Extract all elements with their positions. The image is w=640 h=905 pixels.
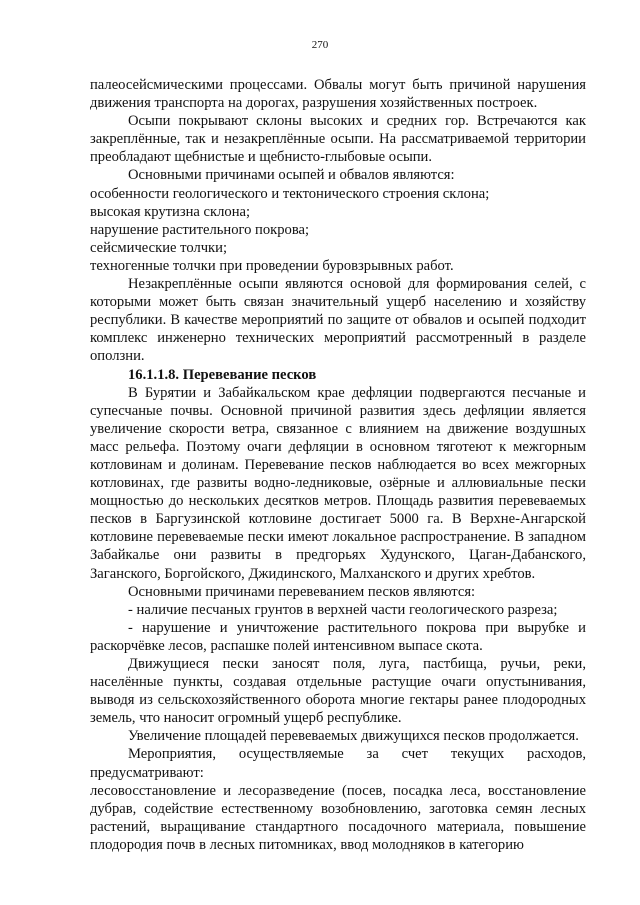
paragraph: сейсмические толчки; bbox=[90, 239, 228, 256]
paragraph: В Бурятии и Забайкальском крае дефляции подвергаются песчаные и супесчаные почвы. Основной причиной развития здесь дефляции является увеличение скорости ветра, связанное с влиянием на движение воздушных масс рельефа. Поэтому очаги дефляции в основном тяготеют к межгорным котловинам и долинам. Перевевание песков наблюдается во всех межгорных котловинах, где развиты водно-ледниковые, озёрные и аллювиальные пески мощностью до нескольких десятков метров. Площадь развития перевеваемых песков в Баргузинской котловине достигает 5000 га. В Верхне-Ангарской котловине перевеваемые пески имеют локальное распространение. В западном Забайкалье они развиты в предгорьях Худунского, Цаган-Дабанского, Заганского, Боргойского, Джидинского, Малханского и других хребтов. bbox=[90, 384, 586, 582]
paragraph: Незакреплённые осыпи являются основой для формирования селей, с которыми может быть связан значительный ущерб населению и хозяйству республики. В качестве мероприятий по защите от обвалов и осыпей подходит комплекс инженерно технических мероприятий рассмотренный в разделе оползни. bbox=[90, 276, 586, 365]
paragraph: нарушение растительного покрова; bbox=[90, 221, 310, 238]
paragraph: Увеличение площадей перевеваемых движущихся песков продолжается. bbox=[128, 728, 579, 745]
paragraph: особенности геологического и тектонического строения склона; bbox=[90, 185, 490, 202]
paragraph: Мероприятия, осуществляемые за счет текущих расходов, предусматривают: bbox=[90, 746, 586, 781]
section-after bbox=[90, 384, 586, 854]
section-heading: 16.1.1.8. Перевевание песков bbox=[128, 366, 317, 383]
paragraph: Осыпи покрывают склоны высоких и средних гор. Встречаются как закреплённые, так и незакреплённые осыпи. На рассматриваемой территории преобладают щебнистые и щебнисто-глыбовые осыпи. bbox=[90, 113, 586, 166]
page-number: 270 bbox=[311, 39, 329, 51]
paragraph: техногенные толчки при проведении буровзрывных работ. bbox=[90, 257, 454, 274]
paragraph: - наличие песчаных грунтов в верхней части геологического разреза; bbox=[128, 601, 558, 618]
section-before bbox=[90, 76, 586, 366]
paragraph: высокая крутизна склона; bbox=[90, 203, 251, 220]
paragraph: лесовосстановление и лесоразведение (посев, посадка леса, восстановление дубрав, содействие естественному возобновлению, заготовка семян лесных растений, выращивание стандартного посадочного материала, повышение плодородия почв в лесных питомниках, ввод молодняков в категорию bbox=[90, 782, 586, 853]
paragraph: Движущиеся пески заносят поля, луга, пастбища, ручьи, реки, населённые пункты, создавая отдельные растущие очаги опустынивания, выводя из сельскохозяйственного оборота многие гектары ранее плодородных земель, что наносит огромный ущерб республике. bbox=[90, 656, 586, 727]
paragraph: Основными причинами осыпей и обвалов являются: bbox=[128, 167, 455, 184]
paragraph: - нарушение и уничтожение растительного покрова при вырубке и раскорчёвке лесов, распашке полей интенсивном выпасе скота. bbox=[90, 619, 586, 654]
paragraph: палеосейсмическими процессами. Обвалы могут быть причиной нарушения движения транспорта на дорогах, разрушения хозяйственных построек. bbox=[90, 77, 586, 112]
body-text bbox=[90, 76, 586, 854]
paragraph: Основными причинами перевеванием песков являются: bbox=[128, 583, 476, 600]
